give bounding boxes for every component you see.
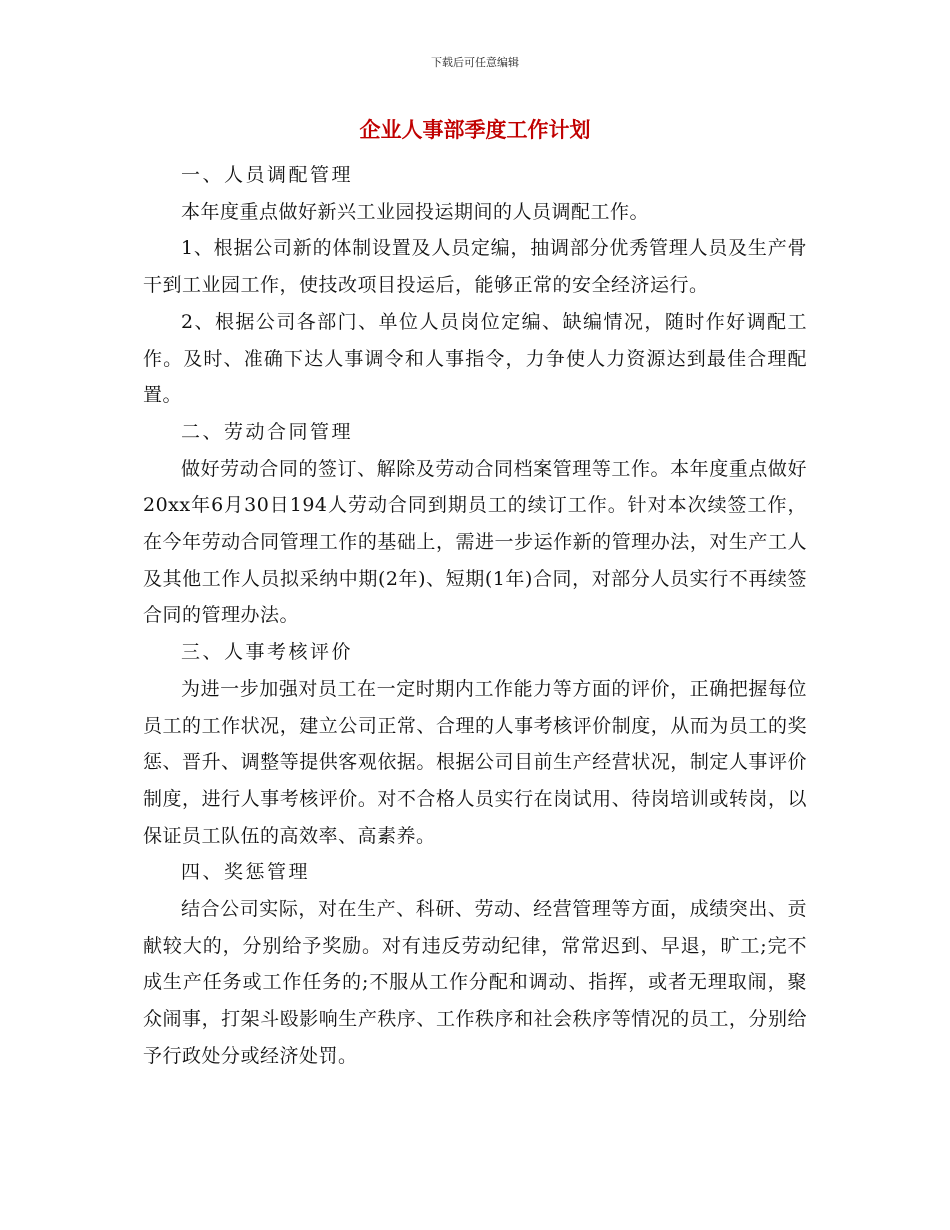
section-heading-4: 四、奖惩管理	[181, 861, 311, 884]
section-1-paragraph-1: 本年度重点做好新兴工业园投运期间的人员调配工作。	[181, 200, 650, 223]
header-note: 下载后可任意编辑	[431, 56, 519, 69]
document-body	[143, 157, 807, 1075]
section-heading-2: 二、劳动合同管理	[181, 420, 354, 443]
section-1-paragraph-3: 2、根据公司各部门、单位人员岗位定编、缺编情况，随时作好调配工作。及时、准确下达人事调令和人事指令，力争使人力资源达到最佳合理配置。	[143, 310, 807, 407]
section-heading-1: 一、人员调配管理	[181, 164, 354, 186]
section-3-paragraph-1: 为进一步加强对员工在一定时期内工作能力等方面的评价，正确把握每位员工的工作状况，建立公司正常、合理的人事考核评价制度，从而为员工的奖惩、晋升、调整等提供客观依据。根据公司目前生产经营状况，制定人事评价制度，进行人事考核评价。对不合格人员实行在岗试用、待岗培训或转岗，以保证员工队伍的高效率、高素养。	[143, 677, 807, 847]
section-2-paragraph-1: 做好劳动合同的签订、解除及劳动合同档案管理等工作。本年度重点做好20xx年6月30日194人劳动合同到期员工的续订工作。针对本次续签工作，在今年劳动合同管理工作的基础上，需进一步运作新的管理办法，对生产工人及其他工作人员拟采纳中期(2年)、短期(1年)合同，对部分人员实行不再续签合同的管理办法。	[143, 457, 807, 627]
section-4-paragraph-1: 结合公司实际，对在生产、科研、劳动、经营管理等方面，成绩突出、贡献较大的，分别给予奖励。对有违反劳动纪律，常常迟到、早退，旷工;完不成生产任务或工作任务的;不服从工作分配和调动、指挥，或者无理取闹，聚众闹事，打架斗殴影响生产秩序、工作秩序和社会秩序等情况的员工，分别给予行政处分或经济处罚。	[143, 898, 807, 1067]
section-1-paragraph-2: 1、根据公司新的体制设置及人员定编，抽调部分优秀管理人员及生产骨干到工业园工作，使技改项目投运后，能够正常的安全经济运行。	[143, 237, 807, 297]
document-title: 企业人事部季度工作计划	[359, 117, 591, 142]
section-heading-3: 三、人事考核评价	[181, 641, 354, 664]
